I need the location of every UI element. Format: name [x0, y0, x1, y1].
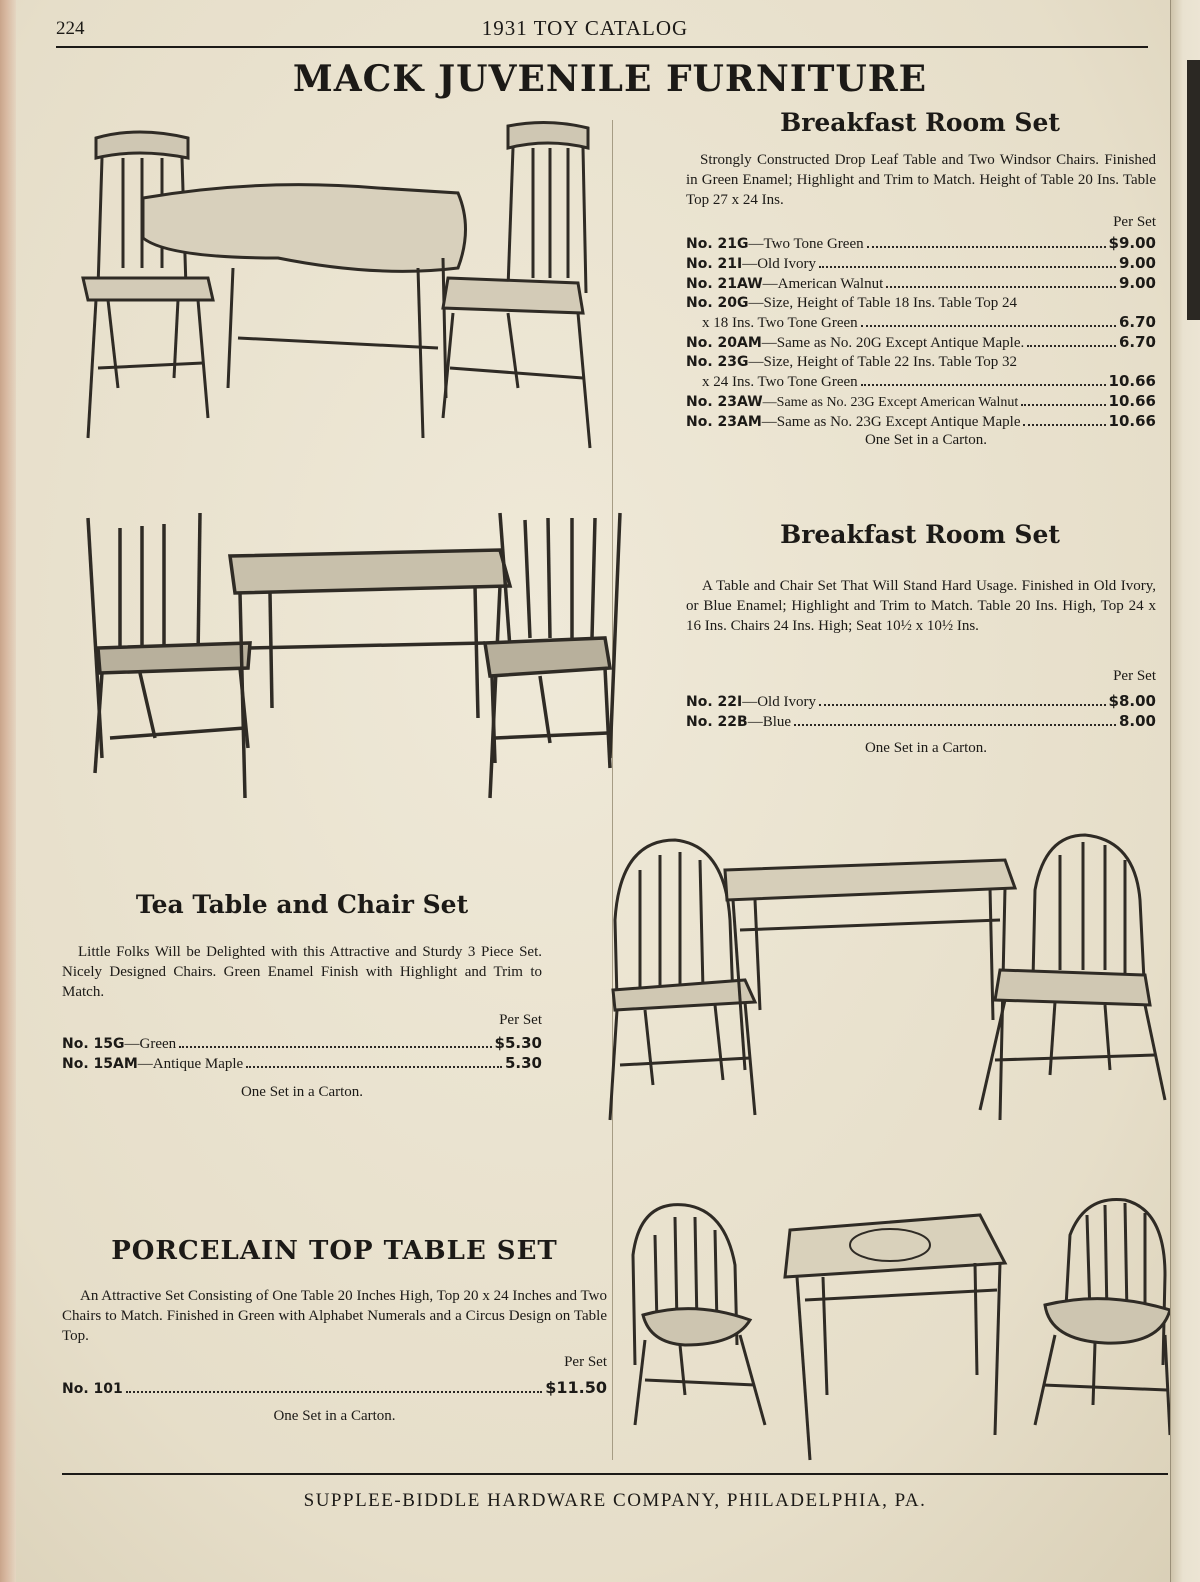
- item-label-continued: x 18 Ins. Two Tone Green: [702, 315, 858, 331]
- rectangular-table-set-illustration: [80, 508, 630, 808]
- item-price: 10.66: [1108, 412, 1156, 430]
- breakfast-set-2-price-list: [686, 692, 1156, 732]
- tea-set-heading: Tea Table and Chair Set: [135, 890, 469, 919]
- price-row: [686, 412, 1156, 432]
- breakfast-set-1-description: Strongly Constructed Drop Leaf Table and Two Windsor Chairs. Finished in Green Enamel; Highlight and Trim to Match. Height of Table 20 Ins. Table Top 27 x 24 Ins.: [686, 152, 1156, 208]
- footer-rule: [62, 1473, 1168, 1475]
- item-number: No. 21AW: [686, 276, 763, 292]
- item-label: —Antique Maple: [137, 1056, 244, 1072]
- item-price: 9.00: [1118, 274, 1156, 292]
- item-label: —Same as No. 23G Except Antique Maple: [761, 414, 1021, 430]
- leader-dots: [819, 704, 1106, 706]
- price-row-continuation: [686, 313, 1156, 333]
- breakfast-set-2-heading: Breakfast Room Set: [780, 520, 1060, 549]
- item-number: No. 20AM: [686, 335, 762, 351]
- porcelain-set-per-set: Per Set: [564, 1354, 607, 1370]
- item-price: $11.50: [545, 1378, 607, 1397]
- leader-dots: [861, 384, 1106, 386]
- breakfast-set-1-price-list: [686, 234, 1156, 432]
- porcelain-set-description: An Attractive Set Consisting of One Table 20 Inches High, Top 20 x 24 Inches and Two Chairs to Match. Finished in Green with Alphabet Numerals and a Circus Design on Table Top.: [62, 1288, 607, 1344]
- price-row: [686, 234, 1156, 254]
- item-label: —Blue: [747, 714, 792, 730]
- price-row: [686, 333, 1156, 353]
- page-binding-edge: [0, 0, 16, 1582]
- item-number: No. 21I: [686, 256, 743, 272]
- item-number: No. 23AM: [686, 414, 762, 430]
- item-label: —American Walnut: [762, 276, 884, 292]
- item-number: No. 21G: [686, 236, 749, 252]
- breakfast-set-1-heading: Breakfast Room Set: [780, 108, 1060, 137]
- leader-dots: [246, 1066, 502, 1068]
- breakfast-set-1-per-set: Per Set: [1113, 214, 1156, 230]
- price-row: [686, 274, 1156, 294]
- leader-dots: [126, 1391, 542, 1393]
- item-price: 9.00: [1118, 254, 1156, 272]
- item-price: 6.70: [1118, 333, 1156, 351]
- leader-dots: [819, 266, 1116, 268]
- item-price: $9.00: [1108, 234, 1156, 252]
- leader-dots: [861, 325, 1116, 327]
- porcelain-top-table-set-illustration: [625, 1195, 1170, 1465]
- price-row: [62, 1378, 607, 1399]
- leader-dots: [1021, 404, 1105, 406]
- breakfast-set-2-per-set: Per Set: [1113, 668, 1156, 684]
- item-price: 8.00: [1118, 712, 1156, 730]
- item-number: No. 15AM: [62, 1056, 138, 1072]
- leader-dots: [886, 286, 1116, 288]
- page-title: MACK JUVENILE FURNITURE: [292, 58, 928, 100]
- item-label: —Size, Height of Table 18 Ins. Table Top 24: [748, 295, 1017, 311]
- tea-set-carton-note: One Set in a Carton.: [240, 1084, 364, 1100]
- leader-dots: [1023, 424, 1105, 426]
- item-price: $5.30: [494, 1034, 542, 1052]
- drop-leaf-table-set-illustration: [78, 118, 598, 458]
- tea-set-price-list: [62, 1034, 542, 1074]
- item-number: No. 22I: [686, 694, 743, 710]
- adjacent-page-edge: [1170, 0, 1200, 1582]
- tea-set-description: Little Folks Will be Delighted with this Attractive and Sturdy 3 Piece Set. Nicely Designed Chairs. Green Enamel Finish with Highlight and Trim to Match.: [62, 944, 542, 1000]
- item-price: 5.30: [504, 1054, 542, 1072]
- item-label: —Same as No. 20G Except Antique Maple.: [761, 335, 1025, 351]
- item-price: $8.00: [1108, 692, 1156, 710]
- item-label-continued: x 24 Ins. Two Tone Green: [702, 374, 858, 390]
- tea-table-set-illustration: [605, 830, 1170, 1150]
- price-row: [686, 254, 1156, 274]
- price-row: [686, 712, 1156, 732]
- price-row: [62, 1054, 542, 1074]
- item-label: —Two Tone Green: [748, 236, 864, 252]
- item-price: 10.66: [1108, 392, 1156, 410]
- item-label: —Size, Height of Table 22 Ins. Table Top 32: [748, 354, 1017, 370]
- item-number: No. 15G: [62, 1036, 125, 1052]
- price-row: [686, 294, 1156, 313]
- catalog-title: 1931 TOY CATALOG: [481, 16, 689, 40]
- item-price: 6.70: [1118, 313, 1156, 331]
- item-number: No. 23G: [686, 354, 749, 370]
- leader-dots: [179, 1046, 491, 1048]
- item-number: No. 101: [62, 1381, 123, 1397]
- breakfast-set-1-carton-note: One Set in a Carton.: [864, 432, 988, 448]
- item-label: —Old Ivory: [742, 256, 816, 272]
- price-row: [686, 692, 1156, 712]
- price-row: [686, 392, 1156, 412]
- item-number: No. 23AW: [686, 394, 763, 410]
- price-row: [62, 1034, 542, 1054]
- publisher-footer: SUPPLEE-BIDDLE HARDWARE COMPANY, PHILADELPHIA, PA.: [303, 1490, 927, 1511]
- price-row-continuation: [686, 372, 1156, 392]
- porcelain-set-price-list: [62, 1378, 607, 1399]
- page-number: 224: [56, 18, 85, 39]
- header-rule: [56, 46, 1148, 48]
- item-price: 10.66: [1108, 372, 1156, 390]
- leader-dots: [1027, 345, 1116, 347]
- item-label: —Same as No. 23G Except American Walnut: [762, 395, 1019, 410]
- tea-set-per-set: Per Set: [499, 1012, 542, 1028]
- price-row: [686, 353, 1156, 372]
- item-number: No. 20G: [686, 295, 749, 311]
- breakfast-set-2-description: A Table and Chair Set That Will Stand Hard Usage. Finished in Old Ivory, or Blue Enamel; Highlight and Trim to Match. Table 20 Ins. High, Top 24 x 16 Ins. Chairs 24 Ins. High; Seat 10½ x 10½ Ins.: [686, 578, 1156, 634]
- porcelain-set-heading: PORCELAIN TOP TABLE SET: [111, 1236, 558, 1266]
- leader-dots: [794, 724, 1116, 726]
- leader-dots: [867, 246, 1106, 248]
- breakfast-set-2-carton-note: One Set in a Carton.: [864, 740, 988, 756]
- item-label: —Green: [124, 1036, 177, 1052]
- item-number: No. 22B: [686, 714, 748, 730]
- item-label: —Old Ivory: [742, 694, 816, 710]
- porcelain-set-carton-note: One Set in a Carton.: [273, 1408, 396, 1424]
